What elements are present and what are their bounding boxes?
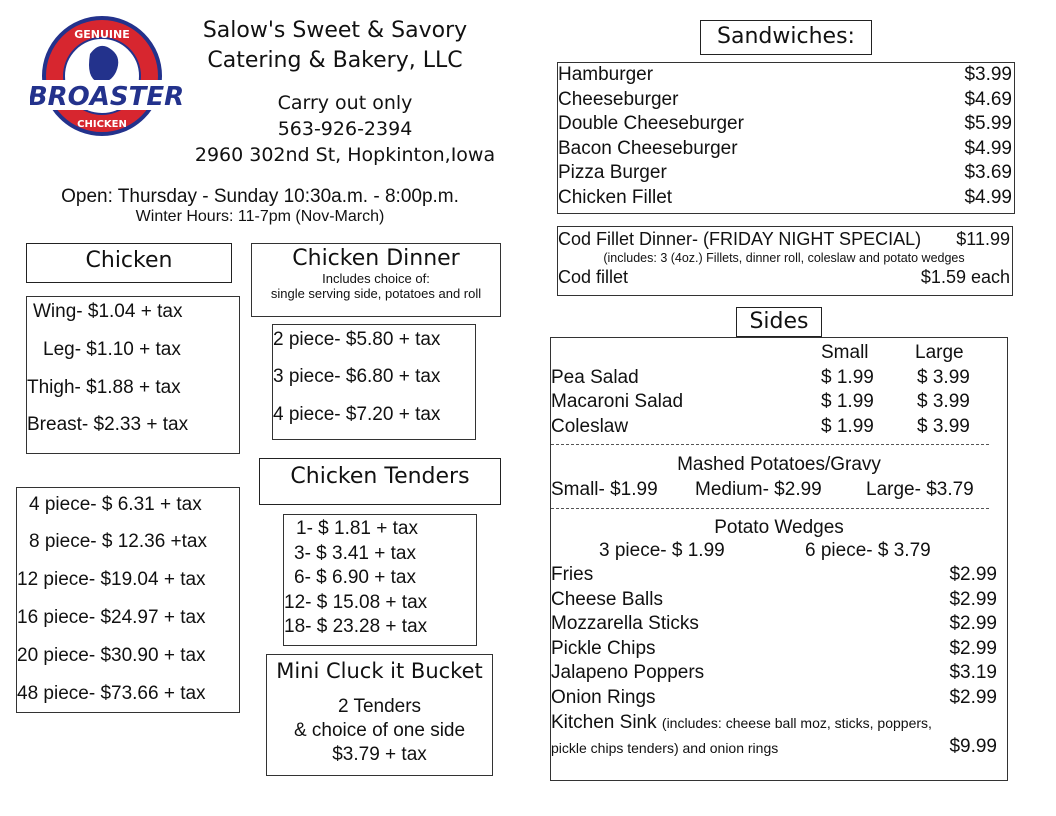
sandwich-name: Cheeseburger: [558, 88, 679, 110]
wedges-title: Potato Wedges: [714, 517, 844, 538]
list-item: 3- $ 3.41 + tax: [294, 543, 416, 564]
list-item: 8 piece- $ 12.36 +tax: [29, 531, 207, 552]
sandwich-price: $4.69: [964, 88, 1012, 110]
side-item-name: Cheese Balls: [551, 588, 663, 610]
sandwich-name: Pizza Burger: [558, 162, 667, 183]
wedges-6: 6 piece- $ 3.79: [805, 540, 931, 561]
sandwich-name: Hamburger: [558, 64, 654, 85]
svg-text:CHICKEN: CHICKEN: [77, 119, 127, 130]
list-item: Wing- $1.04 + tax: [33, 301, 183, 322]
side-item-name: Fries: [551, 564, 594, 585]
sandwich-price: $5.99: [964, 113, 1012, 134]
list-item: 1- $ 1.81 + tax: [296, 518, 418, 539]
kitchen-sink-note2: pickle chips tenders) and onion rings: [551, 740, 779, 756]
table-row-name: Pea Salad: [551, 367, 639, 388]
chicken-dinner-box: [272, 324, 476, 440]
side-item-price: $2.99: [949, 564, 997, 585]
winter-hours: Winter Hours: 11-7pm (Nov-March): [135, 208, 385, 225]
mashed-medium: Medium- $2.99: [695, 479, 822, 500]
side-item-price: $2.99: [949, 687, 997, 708]
table-row-name: Coleslaw: [551, 416, 629, 437]
table-cell-large: $ 3.99: [917, 367, 970, 388]
cod-fillet-name: Cod fillet: [558, 267, 629, 287]
kitchen-sink-name: Kitchen Sink: [551, 712, 657, 733]
sides-title: Sides: [736, 307, 822, 337]
list-item: 2 piece- $5.80 + tax: [273, 329, 441, 350]
chicken-dinner-sub2: single serving side, potatoes and roll: [270, 286, 482, 301]
hours: [20, 186, 500, 226]
sides-box: [550, 337, 1008, 781]
wedges-3: 3 piece- $ 1.99: [599, 540, 725, 561]
chicken-tenders-title: Chicken Tenders: [259, 458, 501, 505]
list-item: Thigh- $1.88 + tax: [27, 377, 181, 398]
side-item-name: Onion Rings: [551, 687, 656, 708]
list-item: 12 piece- $19.04 + tax: [17, 569, 206, 590]
list-item: 12- $ 15.08 + tax: [284, 592, 428, 613]
chicken-dinner-title-box: [251, 243, 501, 317]
kitchen-sink-price: $9.99: [949, 736, 997, 757]
chicken-buckets-box: [16, 487, 240, 713]
list-item: 16 piece- $24.97 + tax: [17, 607, 206, 628]
kitchen-sink-line1: [551, 712, 932, 734]
carry-out-text: Carry out only: [277, 92, 413, 114]
side-item-name: Mozzarella Sticks: [551, 613, 699, 635]
col-large-header: Large: [915, 342, 964, 363]
side-item-price: $2.99: [949, 588, 997, 610]
list-item: Leg- $1.10 + tax: [43, 339, 181, 360]
sandwich-price: $3.69: [964, 162, 1012, 183]
sandwiches-title: Sandwiches:: [700, 20, 872, 55]
cod-box: [557, 226, 1013, 296]
sandwich-name: Bacon Cheeseburger: [558, 137, 738, 159]
cod-dinner-price: $11.99: [956, 229, 1010, 249]
list-item: 4 piece- $ 6.31 + tax: [29, 494, 202, 515]
open-hours: Open: Thursday - Sunday 10:30a.m. - 8:00p.m.: [61, 186, 459, 207]
phone-number: 563-926-2394: [277, 118, 413, 140]
divider: [551, 444, 989, 445]
cod-dinner-note: (includes: 3 (4oz.) Fillets, dinner roll, coleslaw and potato wedges: [603, 251, 965, 265]
side-item-price: $3.19: [949, 662, 997, 684]
table-cell-small: $ 1.99: [821, 367, 874, 388]
mini-cluck-box: [266, 654, 493, 776]
chicken-dinner-sub1: Includes choice of:: [322, 271, 430, 286]
sandwich-price: $3.99: [964, 64, 1012, 85]
col-small-header: Small: [821, 342, 869, 363]
table-cell-large: $ 3.99: [917, 416, 970, 437]
sandwich-price: $4.99: [964, 186, 1012, 208]
svg-text:BROASTER: BROASTER: [30, 82, 185, 112]
chicken-tenders-box: [283, 514, 477, 646]
mini-cluck-title: Mini Cluck it Bucket: [276, 659, 483, 683]
kitchen-sink-note1: (includes: cheese ball moz, sticks, poppers,: [661, 715, 932, 731]
business-name: [180, 16, 490, 76]
divider: [551, 508, 989, 509]
sandwiches-box: [557, 62, 1015, 214]
svg-text:GENUINE: GENUINE: [74, 28, 130, 41]
business-name-line2: Catering & Bakery, LLC: [207, 48, 463, 73]
list-item: 6- $ 6.90 + tax: [294, 567, 416, 588]
mini-cluck-line2: & choice of one side: [293, 720, 466, 741]
list-item: 18- $ 23.28 + tax: [284, 616, 428, 637]
table-cell-large: $ 3.99: [917, 391, 970, 412]
list-item: 48 piece- $73.66 + tax: [17, 683, 206, 704]
address: 2960 302nd St, Hopkinton,Iowa: [194, 144, 496, 166]
list-item: Breast- $2.33 + tax: [27, 414, 189, 435]
mini-cluck-line1: 2 Tenders: [337, 696, 422, 717]
sandwich-name: Double Cheeseburger: [558, 113, 744, 134]
mashed-large: Large- $3.79: [866, 479, 974, 500]
chicken-dinner-title: Chicken Dinner: [292, 246, 460, 271]
mini-cluck-price: $3.79 + tax: [332, 744, 427, 765]
mashed-small: Small- $1.99: [551, 479, 658, 500]
side-item-name: Jalapeno Poppers: [551, 662, 705, 684]
list-item: 20 piece- $30.90 + tax: [17, 645, 206, 666]
list-item: 3 piece- $6.80 + tax: [273, 366, 441, 387]
mashed-title: Mashed Potatoes/Gravy: [677, 454, 881, 475]
table-cell-small: $ 1.99: [821, 416, 874, 437]
business-name-line1: Salow's Sweet & Savory: [202, 18, 468, 43]
side-item-name: Pickle Chips: [551, 637, 656, 659]
side-item-price: $2.99: [949, 613, 997, 635]
list-item: 4 piece- $7.20 + tax: [273, 404, 441, 425]
contact-info: [150, 90, 540, 168]
sandwich-name: Chicken Fillet: [558, 186, 673, 208]
cod-dinner-name: Cod Fillet Dinner- (FRIDAY NIGHT SPECIAL): [558, 229, 922, 249]
sandwich-price: $4.99: [964, 137, 1012, 159]
chicken-title: Chicken: [26, 243, 232, 283]
table-cell-small: $ 1.99: [821, 391, 874, 412]
chicken-pieces-box: [26, 296, 240, 454]
table-row-name: Macaroni Salad: [551, 391, 684, 412]
side-item-price: $2.99: [949, 637, 997, 659]
cod-fillet-price: $1.59 each: [920, 267, 1010, 287]
